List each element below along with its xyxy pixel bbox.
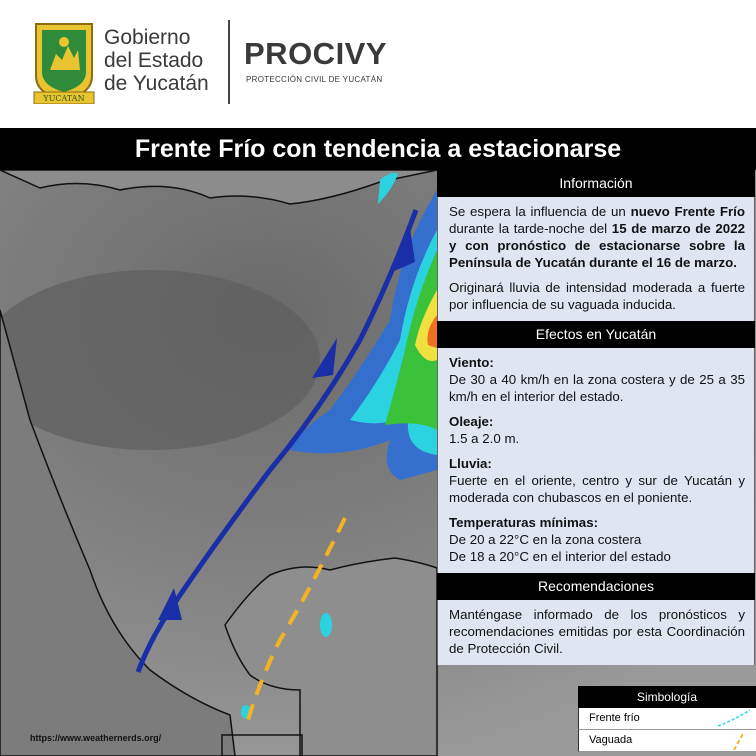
- waves-text: 1.5 a 2.0 m.: [449, 431, 520, 446]
- recommendations-body: [437, 600, 755, 665]
- header: [0, 0, 756, 128]
- recommendations-heading: Recomendaciones: [437, 573, 755, 600]
- legend-trough-label: Vaguada: [589, 734, 633, 746]
- procivy-subtitle: PROTECCIÓN CIVIL DE YUCATÁN: [246, 75, 383, 84]
- waves-label: Oleaje:: [449, 414, 494, 429]
- info-panel: [437, 170, 755, 665]
- procivy-brand: PROCIVY: [244, 36, 388, 71]
- wind-text: De 30 a 40 km/h en la zona costera y de 25 a 35 km/h en el interior del estado.: [449, 372, 745, 404]
- page-title: Frente Frío con tendencia a estacionarse: [0, 128, 756, 170]
- info-body: [437, 197, 755, 321]
- source-credit: https://www.weathernerds.org/: [30, 733, 162, 743]
- legend-heading: Simbología: [578, 686, 756, 708]
- legend-cold-front-label: Frente frío: [589, 712, 640, 724]
- temp-label: Temperaturas mínimas:: [449, 515, 599, 530]
- info-paragraph-2: Originará lluvia de intensidad moderada a fuerte por influencia de su vaguada inducida.: [449, 280, 745, 312]
- info-heading: Información: [437, 170, 755, 197]
- rain-text: Fuerte en el oriente, centro y sur de Yucatán y moderada con chubascos en el poniente.: [449, 473, 745, 505]
- gov-line-1: Gobierno: [104, 26, 191, 49]
- temp-line-2: De 18 a 20°C en el interior del estado: [449, 549, 671, 564]
- header-divider: [228, 20, 230, 104]
- info-paragraph-1: [449, 203, 745, 271]
- info-text-a: Se espera la influencia de un: [449, 204, 631, 219]
- trough-symbol-icon: [714, 730, 754, 750]
- rain-label: Lluvia:: [449, 456, 492, 471]
- svg-text:YUCATAN: YUCATAN: [43, 94, 85, 103]
- gov-line-3: de Yucatán: [104, 72, 209, 95]
- legend-item-trough: [578, 730, 756, 752]
- info-text-b: nuevo Frente Frío: [630, 204, 745, 219]
- info-text-d: 15 de marzo de 2022 y con pronóstico de estacionarse sobre la Península de Yucatán durante el 16 de marzo.: [449, 221, 745, 270]
- recommendations-text: Manténgase informado de los pronósticos y recomendaciones emitidas por esta Coordinación de Protección Civil.: [449, 607, 745, 656]
- legend-item-cold-front: [578, 708, 756, 730]
- rain-cell: [320, 613, 332, 637]
- government-name: [104, 26, 209, 95]
- info-text-c: durante la tarde-noche del: [449, 221, 612, 236]
- wind-label: Viento:: [449, 355, 494, 370]
- temp-line-1: De 20 a 22°C en la zona costera: [449, 532, 642, 547]
- effects-heading: Efectos en Yucatán: [437, 321, 755, 348]
- yucatan-seal-logo: [32, 20, 96, 104]
- gov-line-2: del Estado: [104, 49, 204, 72]
- effects-body: [437, 348, 755, 573]
- cold-front-symbol-icon: [714, 708, 754, 728]
- legend: [578, 686, 756, 752]
